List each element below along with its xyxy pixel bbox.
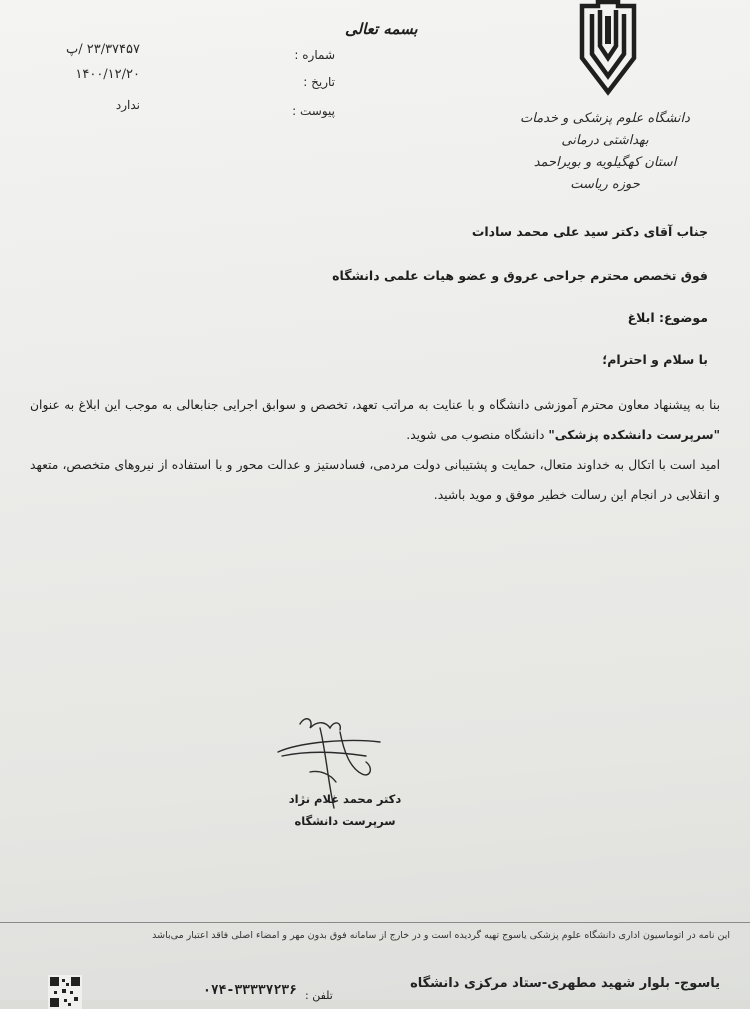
signer-block (275, 788, 415, 832)
body-paragraph-1-end: دانشگاه منصوب می شوید. (406, 428, 549, 442)
qr-code-icon (48, 975, 82, 1009)
subject-line: موضوع: ابلاغ (627, 310, 708, 325)
footer-phone: ۰۷۴-۳۳۳۳۷۲۳۶ (203, 983, 297, 998)
body-paragraph-1 (30, 390, 720, 450)
attachment-label: پیوست : (292, 104, 335, 118)
province-line: استان کهگیلویه و بویراحمد (533, 155, 677, 170)
date-label: تاریخ : (303, 75, 335, 89)
signer-position: سرپرست دانشگاه (294, 814, 396, 828)
appointment-title: "سرپرست دانشکده پزشکی" (548, 428, 720, 442)
date-value: ۱۴۰۰/۱۲/۲۰ (75, 67, 140, 82)
attachment-value: ندارد (115, 98, 140, 112)
footer-phone-label: تلفن : (305, 989, 333, 1002)
body-paragraph-1-text: بنا به پیشنهاد معاون محترم آموزشی دانشگاه و با عنایت به مراتب تعهد، تخصص و سوابق اجرایی جنابعالی به موجب این ابلاغ به عنوان (30, 398, 720, 412)
footer-address: یاسوج- بلوار شهید مطهری-ستاد مرکزی دانشگاه (410, 976, 720, 991)
office-line: حوزه ریاست (570, 177, 640, 192)
university-name-line: دانشگاه علوم پزشکی و خدمات بهداشتی درمانی (520, 111, 690, 148)
university-emblem-icon (572, 0, 644, 100)
greeting: با سلام و احترام؛ (602, 352, 708, 367)
footer-validity-note: این نامه در اتوماسیون اداری دانشگاه علوم پزشکی یاسوج تهیه گردیده است و در خارج از سامانه فوق بدون مهر و امضاء اصلی فاقد اعتبار می‌باشد (152, 930, 730, 941)
number-label: شماره : (294, 48, 335, 62)
basmala: بسمه تعالی (345, 20, 418, 38)
signer-name: دکتر محمد غلام نژاد (288, 792, 402, 806)
university-name-block (510, 108, 700, 196)
recipient-title: فوق تخصص محترم جراحی عروق و عضو هیات علمی دانشگاه (332, 268, 708, 283)
letter-body (30, 390, 720, 510)
number-value: ۲۳/۳۷۴۵۷ /پ (65, 42, 140, 57)
body-paragraph-2: امید است با اتکال به خداوند متعال، حمایت و پشتیبانی دولت مردمی، فسادستیز و عدالت محور و با استفاده از نیروهای متخصص، متعهد و انقلابی در انجام این رسالت خطیر موفق و موید باشید. (30, 458, 720, 502)
recipient-name: جناب آقای دکتر سید علی محمد سادات (471, 224, 708, 239)
